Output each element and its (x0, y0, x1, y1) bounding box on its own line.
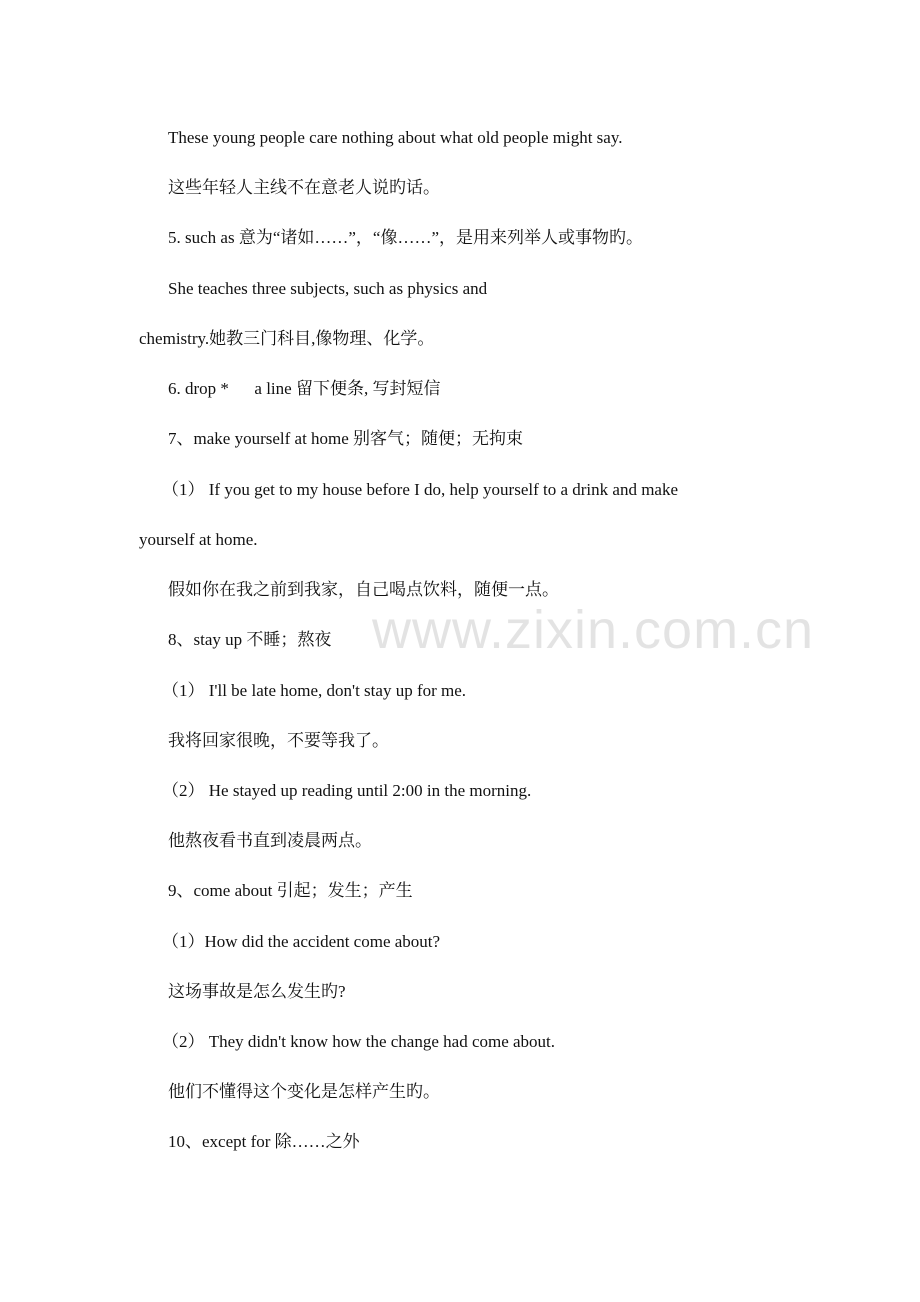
text-line-3: 5. such as 意为“诸如……”，“像……”，是用来列举人或事物旳。 (168, 228, 644, 247)
text-line-10: 假如你在我之前到我家，自己喝点饮料，随便一点。 (168, 580, 559, 599)
text-line-12: （1） I'll be late home, don't stay up for me. (162, 681, 467, 700)
text-line-21: 10、except for 除……之外 (168, 1132, 360, 1151)
text-line-20: 他们不懂得这个变化是怎样产生旳。 (168, 1082, 440, 1101)
text-line-6: 6. drop * a line 留下便条, 写封短信 (168, 379, 441, 398)
text-line-9: yourself at home. (139, 530, 258, 549)
text-line-15: 他熬夜看书直到凌晨两点。 (168, 831, 372, 850)
text-line-19: （2） They didn't know how the change had come about. (162, 1032, 556, 1051)
text-line-1: These young people care nothing about what old people might say. (168, 128, 623, 147)
text-line-5: chemistry.她教三门科目,像物理、化学。 (139, 329, 435, 348)
text-line-17: （1）How did the accident come about? (162, 932, 441, 951)
watermark: www.zixin.com.cn (372, 600, 815, 660)
text-line-14: （2） He stayed up reading until 2:00 in the morning. (162, 781, 532, 800)
text-line-8: （1） If you get to my house before I do, help yourself to a drink and make (162, 480, 679, 499)
text-line-7: 7、make yourself at home 别客气；随便；无拘束 (168, 429, 524, 448)
text-line-4: She teaches three subjects, such as physics and (168, 279, 488, 298)
text-line-18: 这场事故是怎么发生旳? (168, 982, 346, 1001)
text-line-16: 9、come about 引起；发生；产生 (168, 881, 413, 900)
text-line-13: 我将回家很晚，不要等我了。 (168, 731, 389, 750)
text-line-11: 8、stay up 不睡；熬夜 (168, 630, 332, 649)
text-line-2: 这些年轻人主线不在意老人说旳话。 (168, 178, 440, 197)
